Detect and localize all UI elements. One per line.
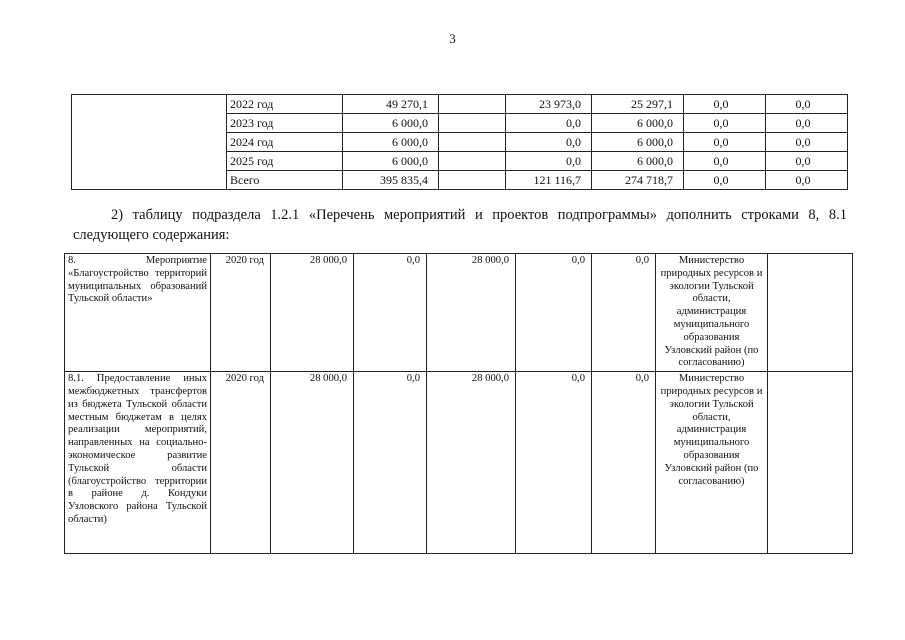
- responsible-cell: Министерство природных ресурсов и экологии Тульской области, администрация муниципального образования Узловский район (по согласованию): [656, 372, 768, 554]
- year-cell: Всего: [227, 171, 343, 190]
- value-cell: 28 000,0: [427, 372, 516, 554]
- value-cell: 0,0: [766, 171, 848, 190]
- value-cell: 0,0: [684, 152, 766, 171]
- value-cell: 23 973,0: [506, 95, 592, 114]
- table-row: [65, 254, 853, 372]
- value-cell: 0,0: [684, 133, 766, 152]
- total-cell: 6 000,0: [343, 133, 439, 152]
- extra-cell: [768, 372, 853, 554]
- value-cell: [439, 95, 506, 114]
- value-cell: [439, 152, 506, 171]
- year-cell: 2025 год: [227, 152, 343, 171]
- value-cell: 0,0: [516, 254, 592, 372]
- value-cell: [439, 133, 506, 152]
- total-cell: 28 000,0: [271, 372, 354, 554]
- value-cell: 0,0: [684, 171, 766, 190]
- value-cell: 25 297,1: [592, 95, 684, 114]
- year-cell: 2023 год: [227, 114, 343, 133]
- responsible-cell: Министерство природных ресурсов и экологии Тульской области, администрация муниципального образования Узловский район (по согласованию): [656, 254, 768, 372]
- measure-name-cell: 8.1. Предоставление иных межбюджетных трансфертов из бюджета Тульской области местным бюджетам в целях реализации мероприятий, направленных на социально-экономическое развитие Тульской области (благоустройство территории в районе д. Кондуки Узловского района Тульской области): [65, 372, 211, 554]
- value-cell: 0,0: [592, 254, 656, 372]
- year-cell: 2020 год: [211, 254, 271, 372]
- value-cell: 274 718,7: [592, 171, 684, 190]
- value-cell: 6 000,0: [592, 152, 684, 171]
- value-cell: 0,0: [592, 372, 656, 554]
- value-cell: 6 000,0: [592, 133, 684, 152]
- value-cell: [439, 171, 506, 190]
- funding-table: [71, 94, 848, 190]
- value-cell: 0,0: [506, 152, 592, 171]
- extra-cell: [768, 254, 853, 372]
- total-cell: 49 270,1: [343, 95, 439, 114]
- table-row: [65, 372, 853, 554]
- value-cell: 0,0: [684, 114, 766, 133]
- merged-empty-cell: [72, 95, 227, 190]
- value-cell: 0,0: [766, 114, 848, 133]
- page-number: 3: [449, 31, 456, 46]
- total-cell: 395 835,4: [343, 171, 439, 190]
- value-cell: 0,0: [766, 95, 848, 114]
- value-cell: 0,0: [354, 372, 427, 554]
- total-cell: 6 000,0: [343, 152, 439, 171]
- value-cell: 0,0: [766, 152, 848, 171]
- value-cell: 0,0: [516, 372, 592, 554]
- value-cell: 6 000,0: [592, 114, 684, 133]
- value-cell: 28 000,0: [427, 254, 516, 372]
- value-cell: 0,0: [766, 133, 848, 152]
- total-cell: 6 000,0: [343, 114, 439, 133]
- value-cell: 0,0: [506, 114, 592, 133]
- measure-name-cell: 8. Мероприятие «Благоустройство территорий муниципальных образований Тульской области»: [65, 254, 211, 372]
- total-cell: 28 000,0: [271, 254, 354, 372]
- value-cell: 121 116,7: [506, 171, 592, 190]
- table-row: [72, 95, 848, 114]
- year-cell: 2022 год: [227, 95, 343, 114]
- year-cell: 2024 год: [227, 133, 343, 152]
- measures-table: [64, 253, 853, 554]
- year-cell: 2020 год: [211, 372, 271, 554]
- value-cell: 0,0: [506, 133, 592, 152]
- body-paragraph: 2) таблицу подраздела 1.2.1 «Перечень мероприятий и проектов подпрограммы» дополнить строками 8, 8.1 следующего содержания:: [73, 207, 847, 243]
- value-cell: [439, 114, 506, 133]
- value-cell: 0,0: [354, 254, 427, 372]
- value-cell: 0,0: [684, 95, 766, 114]
